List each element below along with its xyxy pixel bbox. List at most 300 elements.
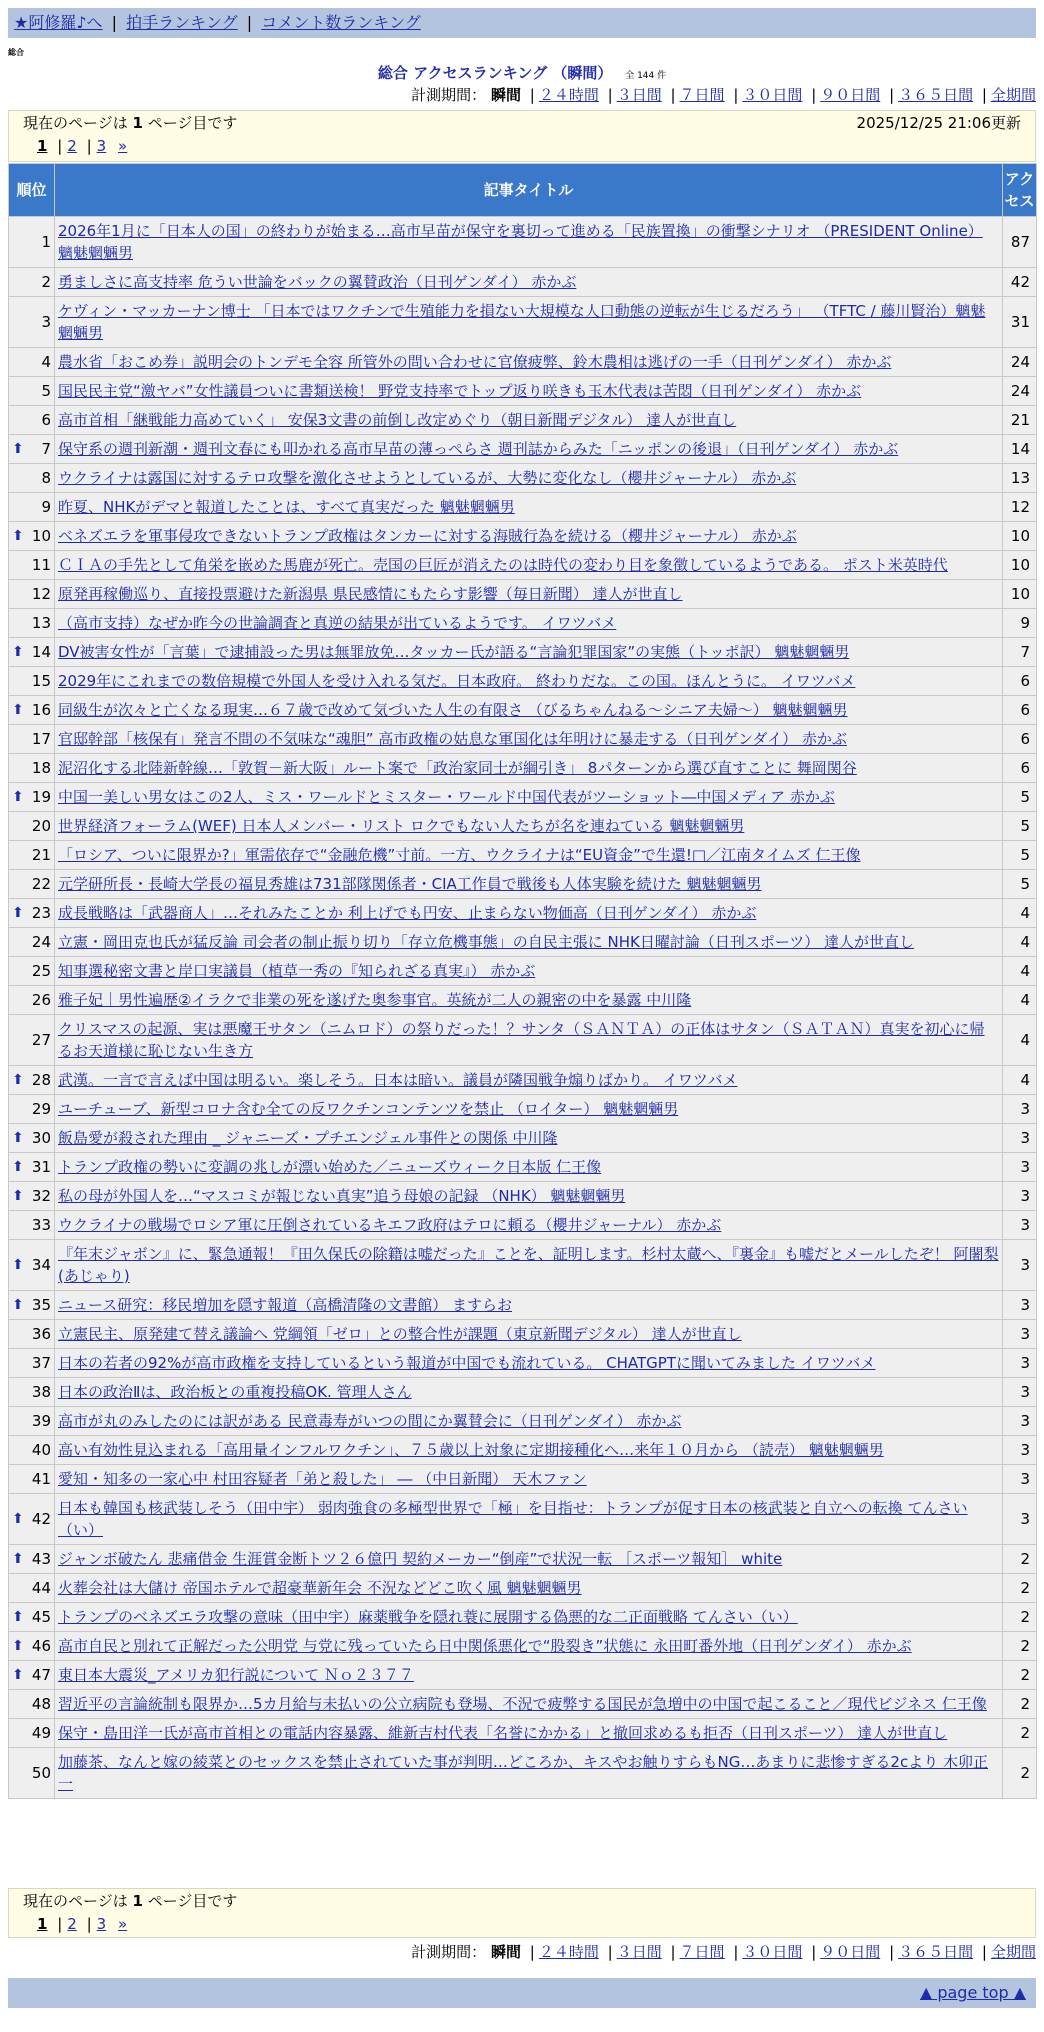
period-365d-link[interactable]: ３６５日間 [898, 1943, 974, 1961]
article-link[interactable]: ウクライナの戦場でロシア軍に圧倒されているキエフ政府はテロに頼る（櫻井ジャーナル） 赤かぶ [58, 1216, 722, 1234]
period-30d-link[interactable]: ３０日間 [742, 1943, 803, 1961]
period-separator: | [670, 1943, 676, 1961]
rank-number: 20 [31, 817, 51, 835]
title-cell [55, 870, 1003, 899]
period-label: 計測期間： [411, 86, 487, 104]
rank-number: 17 [31, 730, 51, 748]
article-link[interactable]: 勇ましさに高支持率 危うい世論をバックの翼賛政治（日刊ゲンダイ） 赤かぶ [58, 273, 577, 291]
page-separator: | [57, 137, 63, 155]
rank-cell [9, 609, 55, 638]
comment-ranking-link[interactable]: コメント数ランキング [261, 13, 421, 32]
period-separator: | [733, 86, 739, 104]
rank-cell [9, 493, 55, 522]
rank-number: 3 [41, 313, 51, 331]
table-row [9, 1574, 1037, 1603]
article-link[interactable]: 2029年にこれまでの数倍規模で外国人を受け入れる気だ。日本政府。 終わりだな。この国。ほんとうに。 イワツバメ [58, 672, 856, 690]
access-count: 9 [1003, 609, 1037, 638]
current-page-number: 1 [132, 114, 143, 132]
article-link[interactable]: 昨夏、NHKがデマと報道したことは、すべて真実だった 魑魅魍魎男 [58, 498, 515, 516]
rank-number: 31 [31, 1158, 51, 1176]
access-count: 4 [1003, 1015, 1037, 1066]
title-cell [55, 1291, 1003, 1320]
rank-cell [9, 638, 55, 667]
rank-cell [9, 1320, 55, 1349]
rank-number: 26 [31, 991, 51, 1009]
table-row [9, 217, 1037, 268]
rank-cell [9, 1407, 55, 1436]
rank-number: 4 [41, 353, 51, 371]
title-cell [55, 812, 1003, 841]
access-count: 3 [1003, 1494, 1037, 1545]
rank-number: 43 [31, 1550, 51, 1568]
access-count: 4 [1003, 928, 1037, 957]
category-label: 総合 [8, 48, 24, 57]
period-all-link[interactable]: 全期間 [990, 1943, 1036, 1961]
table-row [9, 1320, 1037, 1349]
rank-number: 46 [31, 1637, 51, 1655]
table-row [9, 406, 1037, 435]
up-arrow-icon: ⬆ [12, 1511, 24, 1527]
page-3-link[interactable]: 3 [96, 1915, 107, 1933]
article-link[interactable]: 『年末ジャボン』に、緊急通報！『田久保氏の除籍は嘘だった』ことを、証明します。杉村太蔵へ、『裏金』も嘘だとメールしたぞ！ 阿闍梨(あじゃり) [58, 1245, 999, 1285]
rank-number: 28 [31, 1071, 51, 1089]
table-row [9, 1465, 1037, 1494]
title-cell [55, 1436, 1003, 1465]
rank-number: 23 [31, 904, 51, 922]
access-count: 24 [1003, 377, 1037, 406]
period-selector-bottom [411, 1941, 1036, 1963]
rank-number: 9 [41, 498, 51, 516]
access-count: 21 [1003, 406, 1037, 435]
rank-cell [9, 696, 55, 725]
rank-cell [9, 435, 55, 464]
title-cell [55, 1153, 1003, 1182]
table-row [9, 1407, 1037, 1436]
page-separator: | [57, 1915, 63, 1933]
period-separator: | [889, 1943, 895, 1961]
access-count: 6 [1003, 754, 1037, 783]
access-count: 2 [1003, 1603, 1037, 1632]
title-cell [55, 1545, 1003, 1574]
table-row [9, 297, 1037, 348]
rank-header: 順位 [9, 164, 55, 217]
article-link[interactable]: 立憲民主、原発建て替え議論へ 党綱領「ゼロ」との整合性が課題（東京新聞デジタル） 達人が世直し [58, 1325, 742, 1343]
article-link[interactable]: 加藤茶、なんと嫁の綾菜とのセックスを禁止されていた事が判明…どころか、キスやお触りすらもNG…あまりに悲惨すぎる2cより 木卯正一 [58, 1753, 988, 1793]
period-3d-link[interactable]: ３日間 [616, 1943, 662, 1961]
title-cell [55, 522, 1003, 551]
article-link[interactable]: 国民民主党“激ヤバ”女性議員ついに書類送検！ 野党支持率でトップ返り咲きも玉木代表は苦悶（日刊ゲンダイ） 赤かぶ [58, 382, 862, 400]
rank-number: 5 [41, 382, 51, 400]
article-link[interactable]: ウクライナは露国に対するテロ攻撃を激化させようとしているが、大勢に変化なし（櫻井ジャーナル） 赤かぶ [58, 469, 797, 487]
rank-cell [9, 1690, 55, 1719]
title-cell [55, 1407, 1003, 1436]
top-nav-bar [8, 8, 1036, 38]
ranking-table [8, 163, 1037, 1799]
title-cell [55, 1066, 1003, 1095]
table-row [9, 1349, 1037, 1378]
article-link[interactable]: 高市自民と別れて正解だった公明党 与党に残っていたら日中関係悪化で“股裂き”状態に 永田町番外地（日刊ゲンダイ） 赤かぶ [58, 1637, 912, 1655]
table-row [9, 1545, 1037, 1574]
access-count: 87 [1003, 217, 1037, 268]
period-24h-link[interactable]: ２４時間 [538, 86, 599, 104]
page-separator: | [86, 137, 92, 155]
access-count: 3 [1003, 1291, 1037, 1320]
up-arrow-icon: ⬆ [12, 1297, 24, 1313]
rank-cell [9, 812, 55, 841]
article-link[interactable]: ニュース研究：移民増加を隠す報道（高橋清隆の文書館） ますらお [58, 1296, 513, 1314]
article-link[interactable]: トランプ政権の勢いに変調の兆しが漂い始めた／ニューズウィーク日本版 仁王像 [58, 1158, 602, 1176]
next-page-link[interactable]: » [118, 1915, 128, 1933]
rank-cell [9, 377, 55, 406]
up-arrow-icon: ⬆ [12, 789, 24, 805]
article-link[interactable]: ケヴィン・マッカーナン博士 「日本ではワクチンで生殖能力を損ない大規模な人口動態の逆転が生じるだろう」 （TFTC / 藤川賢治）魑魅魍魎男 [58, 302, 986, 342]
article-link[interactable]: 日本も韓国も核武装しそう（田中宇） 弱肉強食の多極型世界で「極」を目指せ：トランプが促す日本の核武装と自立への転換 てんさい（い） [58, 1499, 968, 1539]
access-count: 3 [1003, 1320, 1037, 1349]
table-row [9, 1632, 1037, 1661]
access-count: 42 [1003, 268, 1037, 297]
article-link[interactable]: DV被害女性が「言葉」で逮捕設った男は無罪放免…タッカー氏が語る“言論犯罪国家”の実態（トッポ訳） 魑魅魍魎男 [58, 643, 850, 661]
table-row [9, 1494, 1037, 1545]
page-2-link[interactable]: 2 [67, 1915, 77, 1933]
access-count: 3 [1003, 1378, 1037, 1407]
rank-number: 8 [41, 469, 51, 487]
up-arrow-icon: ⬆ [12, 1551, 24, 1567]
rank-cell [9, 1240, 55, 1291]
title-cell [55, 667, 1003, 696]
article-link[interactable]: 原発再稼働巡り、直接投票避けた新潟県 県民感情にもたらす影響（毎日新聞） 達人が世直し [58, 585, 683, 603]
period-24h-link[interactable]: ２４時間 [538, 1943, 599, 1961]
nav-separator: | [111, 13, 118, 32]
title-cell [55, 217, 1003, 268]
title-cell [55, 609, 1003, 638]
table-row [9, 1211, 1037, 1240]
rank-number: 47 [31, 1666, 51, 1684]
access-count: 2 [1003, 1545, 1037, 1574]
title-cell [55, 268, 1003, 297]
rank-number: 10 [31, 527, 51, 545]
article-link[interactable]: 2026年1月に「日本人の国」の終わりが始まる…高市早苗が保守を裏切って進める「民族置換」の衝撃シナリオ （PRESIDENT Online） 魑魅魍魎男 [58, 222, 983, 262]
up-arrow-icon: ⬆ [12, 702, 24, 718]
rank-cell [9, 406, 55, 435]
article-link[interactable]: 高市が丸のみしたのには訳がある 民意毒寿がいつの間にか翼賛会に（日刊ゲンダイ） 赤かぶ [58, 1412, 682, 1430]
access-count: 24 [1003, 348, 1037, 377]
access-header: アクセス [1003, 164, 1037, 217]
page-prefix: 現在のページは [23, 1892, 128, 1910]
period-3d-link[interactable]: ３日間 [616, 86, 662, 104]
table-row [9, 783, 1037, 812]
rank-cell [9, 1545, 55, 1574]
table-row [9, 1378, 1037, 1407]
ranking-title: 総合 アクセスランキング （瞬間） [377, 64, 613, 82]
rank-cell [9, 1291, 55, 1320]
rank-number: 14 [31, 643, 51, 661]
up-arrow-icon: ⬆ [12, 441, 24, 457]
rank-number: 18 [31, 759, 51, 777]
article-link[interactable]: クリスマスの起源、実は悪魔王サタン（ニムロド）の祭りだった！？サンタ（ＳＡＮＴＡ）の正体はサタン（ＳＡＴＡＮ）真実を初心に帰るお天道様に恥じない生き方 [58, 1020, 985, 1060]
title-cell [55, 377, 1003, 406]
access-count: 14 [1003, 435, 1037, 464]
table-row [9, 609, 1037, 638]
rank-cell [9, 580, 55, 609]
rank-number: 19 [31, 788, 51, 806]
rank-number: 30 [31, 1129, 51, 1147]
table-row [9, 435, 1037, 464]
access-count: 3 [1003, 1124, 1037, 1153]
page-1-current: 1 [37, 137, 48, 155]
title-cell [55, 348, 1003, 377]
rank-cell [9, 1494, 55, 1545]
access-count: 3 [1003, 1240, 1037, 1291]
access-count: 2 [1003, 1719, 1037, 1748]
table-row [9, 1015, 1037, 1066]
up-arrow-icon: ⬆ [12, 1159, 24, 1175]
title-cell [55, 957, 1003, 986]
article-link[interactable]: 同級生が次々と亡くなる現実…６７歳で改めて気づいた人生の有限さ （びるちゃんねる～シニア夫婦～） 魑魅魍魎男 [58, 701, 848, 719]
article-link[interactable]: 保守・島田洋一氏が高市首相との電話内容暴露、維新吉村代表「名誉にかかる」と撤回求めるも拒否（日刊スポーツ） 達人が世直し [58, 1724, 948, 1742]
access-count: 10 [1003, 551, 1037, 580]
home-link[interactable]: ★阿修羅♪へ [14, 13, 103, 32]
rank-number: 45 [31, 1608, 51, 1626]
rank-cell [9, 522, 55, 551]
article-link[interactable]: 泥沼化する北陸新幹線…「敦賀－新大阪」ルート案で「政治家同士が綱引き」 8パターンから選び直すことに 舞岡関谷 [58, 759, 857, 777]
page-1-current: 1 [37, 1915, 48, 1933]
access-count: 3 [1003, 1407, 1037, 1436]
nav-separator: | [246, 13, 253, 32]
period-separator: | [529, 86, 535, 104]
article-link[interactable]: 東日本大震災_アメリカ犯行説について Ｎｏ２３７７ [58, 1666, 414, 1684]
table-row [9, 1066, 1037, 1095]
article-link[interactable]: 高い有効性見込まれる「高用量インフルワクチン」、７５歳以上対象に定期接種化へ…来年１０月から （読売） 魑魅魍魎男 [58, 1441, 884, 1459]
article-link[interactable]: 火葬会社は大儲け 帝国ホテルで超豪華新年会 不況などどこ吹く風 魑魅魍魎男 [58, 1579, 582, 1597]
title-header: 記事タイトル [55, 164, 1003, 217]
article-link[interactable]: 私の母が外国人を…“マスコミが報じない真実”追う母娘の記録 （NHK） 魑魅魍魎男 [58, 1187, 626, 1205]
rank-cell [9, 1066, 55, 1095]
article-link[interactable]: 官邸幹部「核保有」発言不問の不気味な“魂胆” 高市政権の姑息な軍国化は年明けに暴走する（日刊ゲンダイ） 赤かぶ [58, 730, 847, 748]
article-link[interactable]: 世界経済フォーラム(WEF) 日本人メンバー・リスト ロクでもない人たちが名を連ねている 魑魅魍魎男 [58, 817, 745, 835]
access-count: 6 [1003, 667, 1037, 696]
period-all-link[interactable]: 全期間 [990, 86, 1036, 104]
article-link[interactable]: ベネズエラを軍事侵攻できないトランプ政権はタンカーに対する海賊行為を続ける（櫻井ジャーナル） 赤かぶ [58, 527, 797, 545]
page-title [0, 62, 1044, 83]
title-cell [55, 1015, 1003, 1066]
title-cell [55, 406, 1003, 435]
rank-cell [9, 217, 55, 268]
article-link[interactable]: 成長戦略は「武器商人」…それみたことか 利上げでも円安、止まらない物価高（日刊ゲンダイ） 赤かぶ [58, 904, 757, 922]
period-separator: | [981, 1943, 987, 1961]
rank-number: 34 [31, 1256, 51, 1274]
rank-number: 50 [31, 1764, 51, 1782]
rank-cell [9, 1182, 55, 1211]
rank-number: 13 [31, 614, 51, 632]
article-link[interactable]: 愛知・知多の一家心中 村田容疑者「弟と殺した」 ― （中日新聞） 天木ファン [58, 1470, 587, 1488]
current-page-number: 1 [132, 1892, 143, 1910]
access-count: 10 [1003, 522, 1037, 551]
period-separator: | [733, 1943, 739, 1961]
table-row [9, 493, 1037, 522]
table-row [9, 841, 1037, 870]
table-row [9, 551, 1037, 580]
access-count: 4 [1003, 899, 1037, 928]
access-count: 2 [1003, 1661, 1037, 1690]
access-count: 3 [1003, 1349, 1037, 1378]
access-count: 4 [1003, 986, 1037, 1015]
access-count: 3 [1003, 1211, 1037, 1240]
title-cell [55, 1349, 1003, 1378]
article-link[interactable]: 保守系の週刊新潮・週刊文春にも叩かれる高市早苗の薄っぺらさ 週刊誌からみた「ニッポンの後退」（日刊ゲンダイ） 赤かぶ [58, 440, 899, 458]
period-30d-link[interactable]: ３０日間 [742, 86, 803, 104]
article-link[interactable]: ＣＩＡの手先として角栄を嵌めた馬鹿が死亡。売国の巨匠が消えたのは時代の変わり目を象徴しているようである。 ポスト米英時代 [58, 556, 948, 574]
next-page-link[interactable]: » [118, 137, 128, 155]
article-link[interactable]: 「ロシア、ついに限界か?」軍需依存で“金融危機”寸前。一方、ウクライナは“EU資金”で生還!□／江南タイムズ 仁王像 [58, 846, 861, 864]
up-arrow-icon: ⬆ [12, 1667, 24, 1683]
up-arrow-icon: ⬆ [12, 644, 24, 660]
access-count: 3 [1003, 1095, 1037, 1124]
table-row [9, 638, 1037, 667]
title-cell [55, 1574, 1003, 1603]
up-arrow-icon: ⬆ [12, 1130, 24, 1146]
rank-number: 36 [31, 1325, 51, 1343]
article-link[interactable]: 日本の若者の92%が高市政権を支持しているという報道が中国でも流れている。 CHATGPTに聞いてみました イワツバメ [58, 1354, 876, 1372]
rank-number: 39 [31, 1412, 51, 1430]
period-separator: | [811, 86, 817, 104]
rank-number: 35 [31, 1296, 51, 1314]
rank-cell [9, 1378, 55, 1407]
rank-cell [9, 1211, 55, 1240]
title-cell [55, 1494, 1003, 1545]
period-separator: | [981, 86, 987, 104]
article-link[interactable]: 日本の政治Ⅱは、政治板との重複投稿OK. 管理人さん [58, 1383, 412, 1401]
rank-cell [9, 1661, 55, 1690]
title-cell [55, 1661, 1003, 1690]
title-cell [55, 1690, 1003, 1719]
rank-cell [9, 1632, 55, 1661]
pager-bottom [8, 1888, 1036, 1938]
rank-number: 38 [31, 1383, 51, 1401]
article-link[interactable]: 習近平の言論統制も限界か…5カ月給与未払いの公立病院も登場、不況で疲弊する国民が急増中の中国で起こること／現代ビジネス 仁王像 [58, 1695, 987, 1713]
rank-number: 15 [31, 672, 51, 690]
access-count: 2 [1003, 1632, 1037, 1661]
rank-number: 6 [41, 411, 51, 429]
article-link[interactable]: 高市首相「継戦能力高めていく」 安保3文書の前倒し改定めぐり（朝日新聞デジタル） 達人が世直し [58, 411, 737, 429]
access-count: 5 [1003, 783, 1037, 812]
title-cell [55, 725, 1003, 754]
access-count: 4 [1003, 1066, 1037, 1095]
rank-cell [9, 464, 55, 493]
access-count: 3 [1003, 1182, 1037, 1211]
rank-cell [9, 899, 55, 928]
rank-cell [9, 667, 55, 696]
access-count: 3 [1003, 1153, 1037, 1182]
clap-ranking-link[interactable]: 拍手ランキング [126, 13, 238, 32]
title-cell [55, 638, 1003, 667]
rank-cell [9, 870, 55, 899]
access-count: 5 [1003, 841, 1037, 870]
period-90d-link[interactable]: ９０日間 [820, 1943, 881, 1961]
period-7d-link[interactable]: ７日間 [679, 86, 725, 104]
pager-top [8, 110, 1036, 162]
rank-cell [9, 928, 55, 957]
table-row [9, 1124, 1037, 1153]
rank-number: 16 [31, 701, 51, 719]
rank-number: 12 [31, 585, 51, 603]
article-link[interactable]: ジャンボ破たん 悲痛借金 生涯賞金断トツ２６億円 契約メーカー“倒産”で状況一転 ［スポーツ報知］ white [58, 1550, 783, 1568]
rank-cell [9, 1436, 55, 1465]
period-separator: | [607, 86, 613, 104]
access-count: 3 [1003, 1436, 1037, 1465]
table-row [9, 268, 1037, 297]
access-count: 12 [1003, 493, 1037, 522]
table-row [9, 1603, 1037, 1632]
article-link[interactable]: （高市支持）なぜか昨今の世論調査と真逆の結果が出ているようです。 イワツバメ [58, 614, 617, 632]
total-count: 全 144 件 [625, 71, 667, 81]
up-arrow-icon: ⬆ [12, 1609, 24, 1625]
title-cell [55, 783, 1003, 812]
article-link[interactable]: 飯島愛が殺された理由 _ ジャニーズ・プチエンジェル事件との関係 中川隆 [58, 1129, 558, 1147]
article-link[interactable]: トランプのベネズエラ攻撃の意味（田中宇）麻薬戦争を隠れ蓑に展開する偽悪的な二正面戦略 てんさい（い） [58, 1608, 798, 1626]
access-count: 5 [1003, 870, 1037, 899]
rank-number: 25 [31, 962, 51, 980]
rank-number: 27 [31, 1031, 51, 1049]
period-365d-link[interactable]: ３６５日間 [898, 86, 974, 104]
table-row [9, 1436, 1037, 1465]
table-row [9, 1240, 1037, 1291]
title-cell [55, 1719, 1003, 1748]
period-7d-link[interactable]: ７日間 [679, 1943, 725, 1961]
title-cell [55, 1748, 1003, 1799]
rank-number: 22 [31, 875, 51, 893]
article-link[interactable]: 元学研所長・長崎大学長の福見秀雄は731部隊関係者・CIA工作員で戦後も人体実験を続けた 魑魅魍魎男 [58, 875, 762, 893]
article-link[interactable]: 中国一美しい男女はこの2人、ミス・ワールドとミスター・ワールド中国代表がツーショット―中国メディア 赤かぶ [58, 788, 835, 806]
article-link[interactable]: 知事選秘密文書と岸口実議員（植草一秀の『知られざる真実』） 赤かぶ [58, 962, 536, 980]
page-3-link[interactable]: 3 [96, 137, 107, 155]
title-cell [55, 580, 1003, 609]
title-cell [55, 493, 1003, 522]
rank-cell [9, 1015, 55, 1066]
access-count: 5 [1003, 812, 1037, 841]
article-link[interactable]: 農水省「おこめ券」説明会のトンデモ全容 所管外の問い合わせに官僚疲弊、鈴木農相は逃げの一手（日刊ゲンダイ） 赤かぶ [58, 353, 892, 371]
title-cell [55, 297, 1003, 348]
access-count: 6 [1003, 696, 1037, 725]
rank-cell [9, 297, 55, 348]
rank-number: 7 [41, 440, 51, 458]
title-cell [55, 1182, 1003, 1211]
period-separator: | [811, 1943, 817, 1961]
article-link[interactable]: ユーチューブ、新型コロナ含む全ての反ワクチンコンテンツを禁止 （ロイター） 魑魅魍魎男 [58, 1100, 679, 1118]
rank-number: 11 [31, 556, 51, 574]
up-arrow-icon: ⬆ [12, 1257, 24, 1273]
rank-cell [9, 754, 55, 783]
rank-cell [9, 841, 55, 870]
title-cell [55, 1320, 1003, 1349]
rank-cell [9, 1124, 55, 1153]
access-count: 2 [1003, 1574, 1037, 1603]
period-label: 計測期間： [411, 1943, 487, 1961]
page-2-link[interactable]: 2 [67, 137, 77, 155]
article-link[interactable]: 立憲・岡田克也氏が猛反論 司会者の制止振り切り「存立危機事態」の自民主張に NHK日曜討論（日刊スポーツ） 達人が世直し [58, 933, 915, 951]
article-link[interactable]: 雅子妃｜男性遍歴②イラクで非業の死を遂げた奥参事官。英統が二人の親密の中を暴露 中川隆 [58, 991, 692, 1009]
page-top-link[interactable]: ▲ page top ▲ [919, 1983, 1026, 2002]
table-row [9, 696, 1037, 725]
page-separator: | [86, 1915, 92, 1933]
rank-cell [9, 1574, 55, 1603]
title-cell [55, 1211, 1003, 1240]
title-cell [55, 899, 1003, 928]
rank-number: 1 [41, 233, 51, 251]
article-link[interactable]: 武漢。一言で言えば中国は明るい。楽しそう。日本は暗い。議員が隣国戦争煽りばかり。 イワツバメ [58, 1071, 738, 1089]
rank-cell [9, 1465, 55, 1494]
period-90d-link[interactable]: ９０日間 [820, 86, 881, 104]
title-cell [55, 1124, 1003, 1153]
